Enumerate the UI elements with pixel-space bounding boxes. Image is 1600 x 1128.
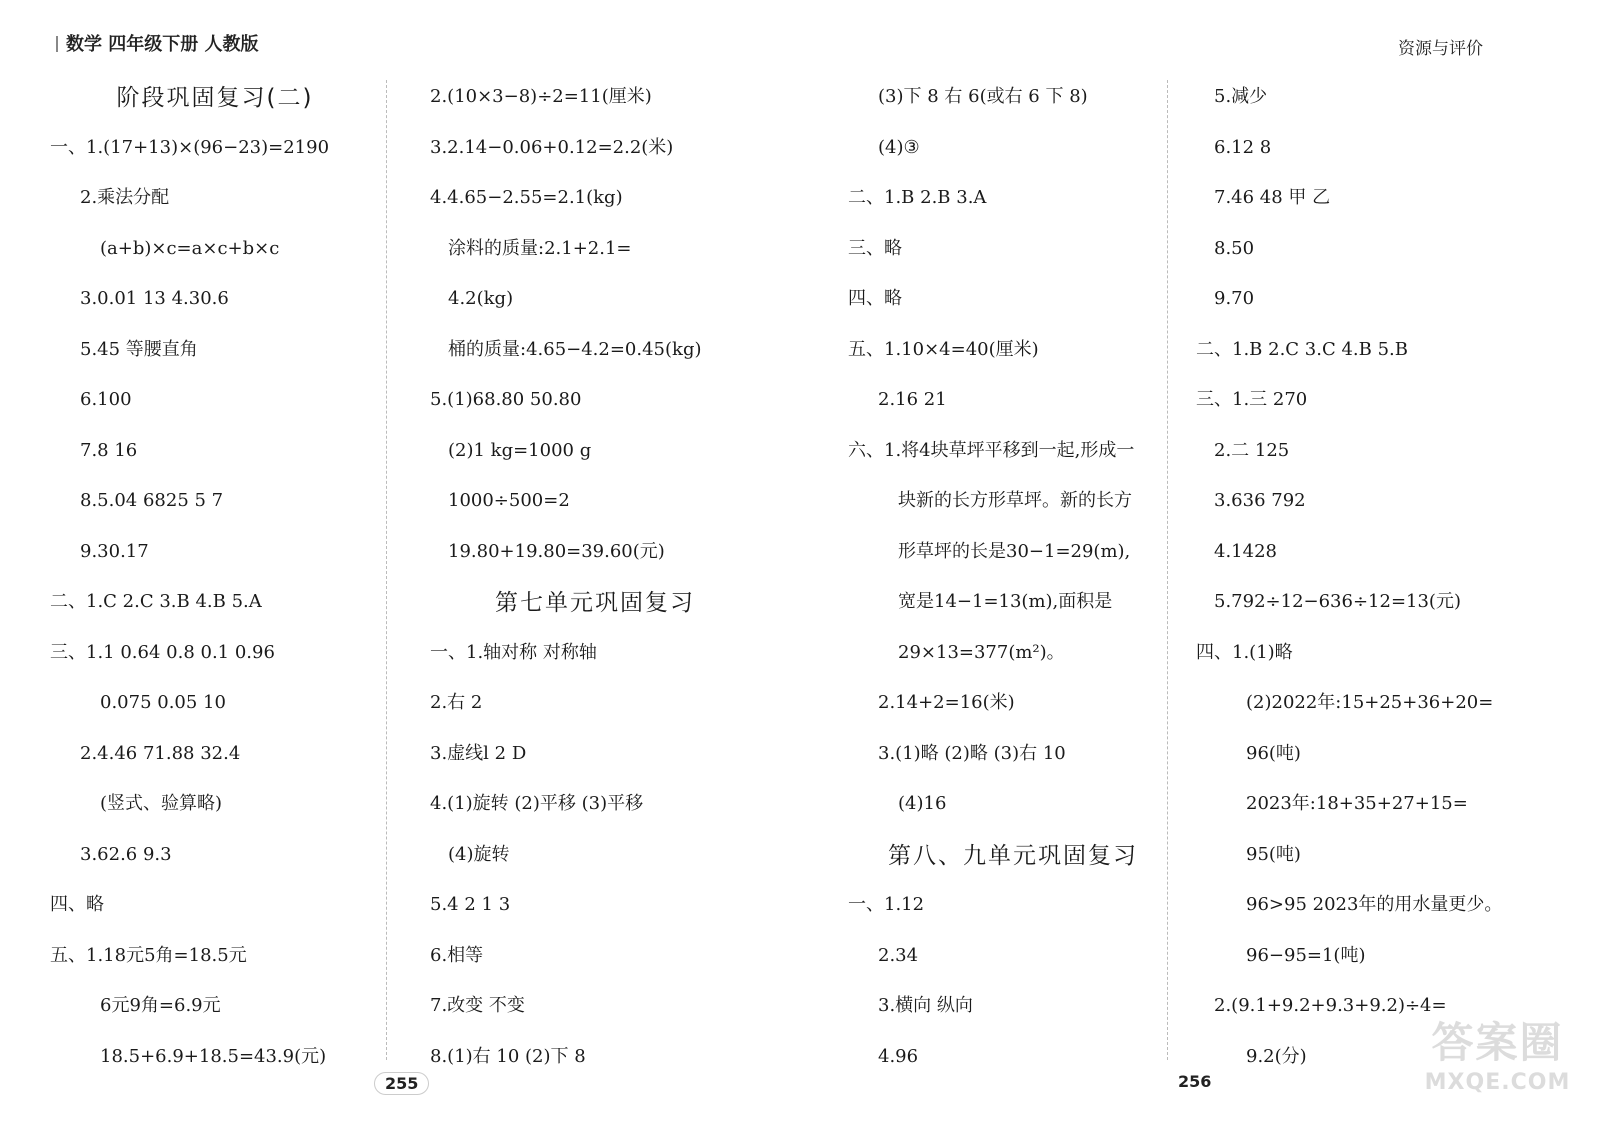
answer-line: 7.8 16 (80, 439, 138, 461)
answer-line: 2.4.46 71.88 32.4 (80, 742, 241, 764)
answer-line: 二、1.B 2.C 3.C 4.B 5.B (1196, 338, 1408, 360)
answer-line: (4)旋转 (448, 843, 510, 865)
answer-line: 3.62.6 9.3 (80, 843, 172, 865)
answer-line: 2.(9.1+9.2+9.3+9.2)÷4= (1214, 995, 1447, 1016)
answer-line: 六、1.将4块草坪平移到一起,形成一 (848, 439, 1135, 461)
answer-line: 四、1.(1)略 (1196, 641, 1293, 663)
answer-line: 3.(1)略 (2)略 (3)右 10 (878, 742, 1066, 764)
answer-line: 18.5+6.9+18.5=43.9(元) (100, 1045, 327, 1067)
answer-line: 0.075 0.05 10 (100, 692, 226, 713)
answer-line: 五、1.10×4=40(厘米) (848, 338, 1039, 360)
section-heading: 第八、九单元巩固复习 (888, 842, 1138, 869)
answer-line: 2.16 21 (878, 389, 947, 410)
answer-line: 6.100 (80, 389, 132, 410)
answer-line: 一、1.(17+13)×(96−23)=2190 (50, 136, 330, 158)
answer-line: 7.改变 不变 (430, 995, 525, 1016)
answer-line: (4)16 (898, 793, 947, 814)
answer-line: 四、略 (848, 288, 902, 309)
answer-line: 三、1.1 0.64 0.8 0.1 0.96 (50, 641, 275, 663)
answer-line: 4.4.65−2.55=2.1(kg) (430, 187, 623, 208)
section-heading: 阶段巩固复习(二) (116, 85, 314, 111)
answer-line: 2.34 (878, 944, 919, 966)
answer-line: 1000÷500=2 (448, 490, 570, 511)
answer-line: 5.792÷12−636÷12=13(元) (1214, 591, 1461, 612)
answer-line: 四、略 (50, 894, 104, 915)
column-4 (1196, 80, 1526, 1090)
column-1 (50, 80, 380, 1090)
answer-line: 3.横向 纵向 (878, 995, 973, 1016)
header-right-title: 资源与评价 (1398, 39, 1483, 59)
answer-line: 8.(1)右 10 (2)下 8 (430, 1045, 586, 1067)
answer-line: 2.二 125 (1214, 439, 1290, 461)
answer-line: 一、1.12 (848, 894, 925, 915)
answer-line: (4)③ (878, 136, 920, 158)
answer-line: 5.(1)68.80 50.80 (430, 389, 582, 410)
answer-line: 6元9角=6.9元 (100, 995, 221, 1016)
column-divider (1167, 80, 1169, 1060)
answer-line: 三、略 (848, 237, 902, 259)
answer-line: 3.636 792 (1214, 490, 1306, 511)
answer-line: 5.45 等腰直角 (80, 338, 198, 360)
answer-line: 5.4 2 1 3 (430, 894, 511, 915)
answer-line: 形草坪的长是30−1=29(m), (898, 540, 1131, 562)
answer-line: 7.46 48 甲 乙 (1214, 187, 1331, 208)
column-3 (848, 80, 1178, 1090)
answer-line: 3.虚线l 2 D (430, 742, 527, 764)
answer-line: 2.右 2 (430, 692, 483, 713)
answer-line: 五、1.18元5角=18.5元 (50, 944, 247, 966)
answer-line: 一、1.轴对称 对称轴 (430, 641, 597, 663)
header-bar-icon (56, 36, 58, 52)
watermark-url: MXQE.COM (1424, 1070, 1571, 1095)
answer-line: 29×13=377(m²)。 (898, 641, 1065, 663)
answer-line: 3.0.01 13 4.30.6 (80, 288, 229, 309)
answer-line: 6.相等 (430, 944, 484, 966)
answer-line: 2.(10×3−8)÷2=11(厘米) (430, 86, 652, 107)
answer-line: 3.2.14−0.06+0.12=2.2(米) (430, 136, 674, 158)
answer-line: 2.乘法分配 (80, 187, 170, 208)
answer-line: 96−95=1(吨) (1246, 944, 1366, 966)
answer-line: 涂料的质量:2.1+2.1= (448, 237, 632, 259)
answer-line: (3)下 8 右 6(或右 6 下 8) (878, 86, 1088, 107)
answer-line: 宽是14−1=13(m),面积是 (898, 591, 1113, 612)
answer-line: 桶的质量:4.65−4.2=0.45(kg) (448, 338, 702, 360)
header-left-title: 数学 四年级下册 人教版 (66, 34, 259, 55)
answer-line: 4.2(kg) (448, 288, 514, 309)
answer-line: 9.30.17 (80, 540, 149, 562)
column-divider (386, 80, 388, 1060)
answer-line: 二、1.B 2.B 3.A (848, 187, 987, 208)
answer-line: (2)2022年:15+25+36+20= (1246, 692, 1494, 713)
answer-line: 96>95 2023年的用水量更少。 (1246, 894, 1503, 915)
answer-line: 8.5.04 6825 5 7 (80, 490, 224, 511)
answer-line: 8.50 (1214, 237, 1255, 259)
page-number-right: 256 (1178, 1072, 1212, 1091)
answer-line: 96(吨) (1246, 742, 1301, 764)
answer-line: (竖式、验算略) (100, 793, 223, 814)
answer-line: 二、1.C 2.C 3.B 4.B 5.A (50, 591, 262, 612)
column-2 (430, 80, 760, 1090)
answer-line: (a+b)×c=a×c+b×c (100, 237, 280, 259)
header-left (56, 30, 259, 56)
answer-line: 6.12 8 (1214, 136, 1272, 158)
page-number-left: 255 (374, 1072, 429, 1095)
watermark (1410, 1010, 1585, 1095)
answer-line: 95(吨) (1246, 843, 1301, 865)
answer-line: 19.80+19.80=39.60(元) (448, 540, 665, 562)
watermark-logo: 答案圈 (1431, 1018, 1564, 1067)
answer-line: 9.70 (1214, 288, 1255, 309)
answer-line: 三、1.三 270 (1196, 389, 1308, 410)
answer-line: 5.减少 (1214, 86, 1268, 107)
answer-line: 2023年:18+35+27+15= (1246, 793, 1468, 814)
answer-line: 9.2(分) (1246, 1045, 1307, 1067)
answer-line: (2)1 kg=1000 g (448, 439, 592, 461)
answer-line: 4.(1)旋转 (2)平移 (3)平移 (430, 793, 644, 814)
answer-line: 2.14+2=16(米) (878, 692, 1015, 713)
section-heading: 第七单元巩固复习 (495, 590, 695, 616)
answer-line: 4.96 (878, 1045, 919, 1067)
answer-line: 块新的长方形草坪。新的长方 (898, 490, 1132, 511)
answer-line: 4.1428 (1214, 540, 1277, 562)
